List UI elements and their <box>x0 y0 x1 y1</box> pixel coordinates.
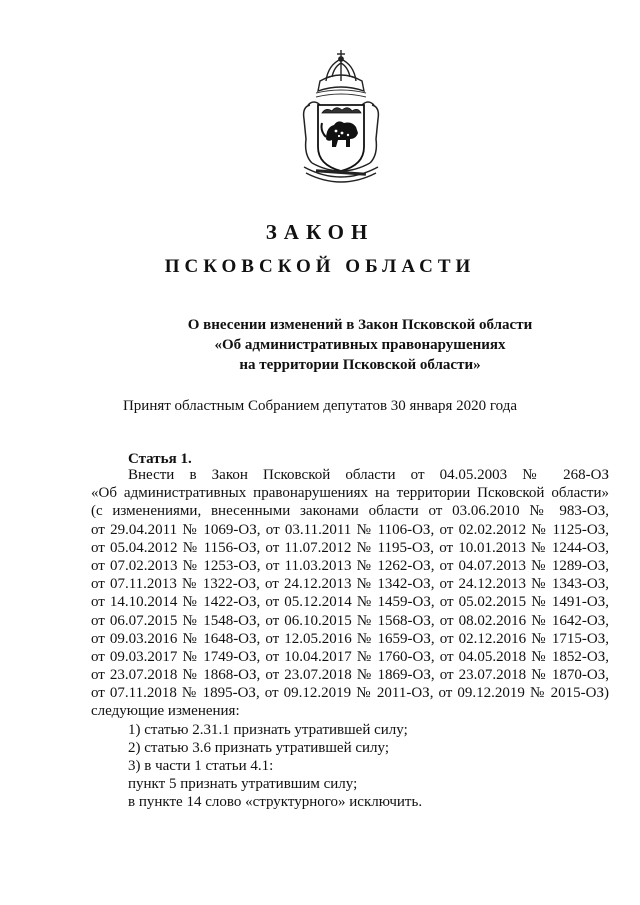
subject-line: О внесении изменений в Закон Псковской области <box>187 317 533 333</box>
adoption-statement: Принят областным Собранием депутатов 30 января 2020 года <box>122 398 518 414</box>
body-line: от 06.07.2015 № 1548-ОЗ, от 06.10.2015 № 1568-ОЗ, от 08.02.2016 № 1642-ОЗ, <box>91 612 609 629</box>
body-line: от 29.04.2011 № 1069-ОЗ, от 03.11.2011 № 1106-ОЗ, от 02.02.2012 № 1125-ОЗ, <box>91 521 609 538</box>
body-line: от 07.11.2013 № 1322-ОЗ, от 24.12.2013 № 1342-ОЗ, от 24.12.2013 № 1343-ОЗ, <box>91 576 609 593</box>
document-issuer: ПСКОВСКОЙ ОБЛАСТИ <box>164 256 476 277</box>
body-line: от 14.10.2014 № 1422-ОЗ, от 05.12.2014 № 1459-ОЗ, от 05.02.2015 № 1491-ОЗ, <box>91 594 609 611</box>
amendment-item: пункт 5 признать утратившим силу; <box>128 776 358 793</box>
body-line: следующие изменения: <box>91 703 240 720</box>
article-heading: Статья 1. <box>128 451 192 467</box>
amendment-item: в пункте 14 слово «структурного» исключить. <box>128 794 423 811</box>
body-line: от 23.07.2018 № 1868-ОЗ, от 23.07.2018 № 1869-ОЗ, от 23.07.2018 № 1870-ОЗ, <box>91 667 609 684</box>
document-title: ЗАКОН <box>265 220 375 244</box>
body-line: от 09.03.2017 № 1749-ОЗ, от 10.04.2017 № 1760-ОЗ, от 04.05.2018 № 1852-ОЗ, <box>91 648 609 665</box>
subject-line: на территории Псковской области» <box>239 357 481 373</box>
amendment-item: 3) в части 1 статьи 4.1: <box>128 758 274 774</box>
pskov-coat-of-arms-icon <box>296 47 386 195</box>
law-subject <box>100 315 620 375</box>
body-line: от 05.04.2012 № 1156-ОЗ, от 11.07.2012 № 1195-ОЗ, от 10.01.2013 № 1244-ОЗ, <box>91 539 609 556</box>
body-line: от 07.11.2018 № 1895-ОЗ, от 09.12.2019 № 2011-ОЗ, от 09.12.2019 № 2015-ОЗ) <box>91 685 609 702</box>
subject-line: «Об административных правонарушениях <box>214 337 506 353</box>
body-line: (с изменениями, внесенными законами области от 03.06.2010 № 983-ОЗ, <box>91 503 609 520</box>
body-line: «Об административных правонарушениях на территории Псковской области» <box>91 485 609 502</box>
body-line: от 09.03.2016 № 1648-ОЗ, от 12.05.2016 № 1659-ОЗ, от 02.12.2016 № 1715-ОЗ, <box>91 630 609 647</box>
body-line: Внести в Закон Псковской области от 04.05.2003 № 268-ОЗ <box>128 467 609 483</box>
body-line: от 07.02.2013 № 1253-ОЗ, от 11.03.2013 № 1262-ОЗ, от 04.07.2013 № 1289-ОЗ, <box>91 557 609 574</box>
amendment-item: 2) статью 3.6 признать утратившей силу; <box>128 739 389 756</box>
amendment-item: 1) статью 2.31.1 признать утратившей силу; <box>128 721 408 738</box>
article-body <box>91 466 609 812</box>
